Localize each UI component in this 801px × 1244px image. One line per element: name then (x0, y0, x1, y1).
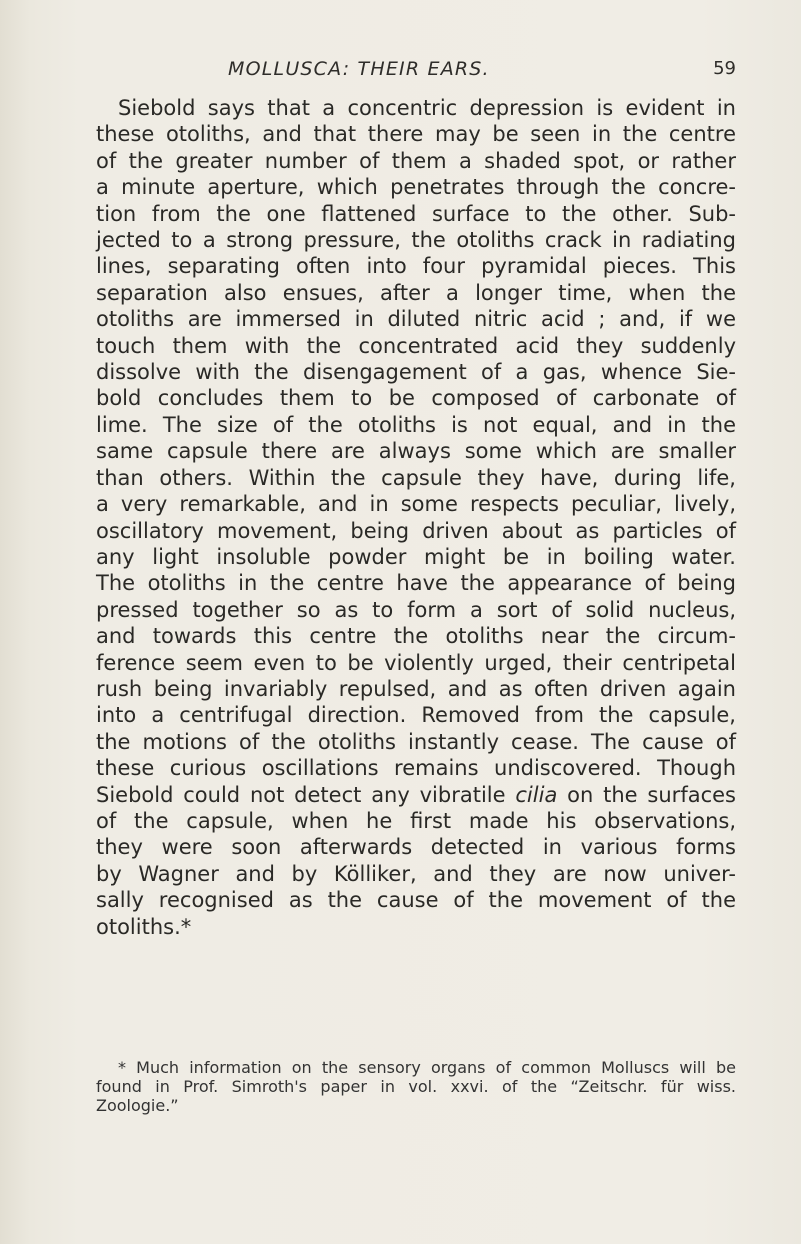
text-line: sally recognised as the cause of the movement of the (96, 888, 736, 913)
footnote-line: Zoologie.” (96, 1096, 179, 1115)
footnote (96, 1058, 736, 1115)
page-number: 59 (713, 58, 736, 79)
text-line: a very remarkable, and in some respects peculiar, lively, (96, 492, 736, 517)
text-line: The otoliths in the centre have the appearance of being (96, 571, 736, 596)
text-line: any light insoluble powder might be in boiling water. (96, 544, 736, 569)
italic-term: cilia (515, 782, 558, 807)
footnote-line: found in Prof. Simroth's paper in vol. xxvi. of the “Zeitschr. für wiss. (96, 1077, 736, 1096)
text-line: these curious oscillations remains undiscovered. Though (96, 756, 736, 781)
text-line: otoliths.* (96, 914, 192, 939)
text-line: than others. Within the capsule they have, during life, (96, 465, 736, 490)
text-line: rush being invariably repulsed, and as often driven again (96, 676, 736, 701)
text-line: touch them with the concentrated acid they suddenly (96, 333, 736, 358)
text-line: separation also ensues, after a longer time, when the (96, 280, 736, 305)
body-paragraph (96, 95, 736, 940)
text-line: the motions of the otoliths instantly cease. The cause of (96, 729, 736, 754)
running-title: MOLLUSCA: THEIR EARS. (228, 58, 490, 80)
text-line: by Wagner and by Kölliker, and they are now univer- (96, 861, 736, 886)
text-line: of the greater number of them a shaded spot, or rather (96, 148, 736, 173)
text-line: lime. The size of the otoliths is not equal, and in the (96, 412, 736, 437)
text-line: of the capsule, when he first made his observations, (96, 808, 736, 833)
text-line: jected to a strong pressure, the otoliths crack in radiating (96, 228, 736, 253)
text-line: pressed together so as to form a sort of solid nucleus, (96, 597, 736, 622)
page-header (96, 58, 736, 82)
text-line: dissolve with the disengagement of a gas, whence Sie- (96, 360, 736, 385)
text-line: these otoliths, and that there may be seen in the centre (96, 122, 736, 147)
text-line: same capsule there are always some which are smaller (96, 439, 736, 464)
text-line: a minute aperture, which penetrates through the concre- (96, 175, 736, 200)
text-line: oscillatory movement, being driven about as particles of (96, 518, 736, 543)
text-segment: Siebold could not detect any vibratile (96, 782, 506, 807)
text-segment: on the surfaces (567, 782, 736, 807)
text-line: tion from the one flattened surface to the other. Sub- (96, 201, 736, 226)
text-line: Siebold says that a concentric depression is evident in (118, 96, 736, 120)
text-line: ference seem even to be violently urged, their centripetal (96, 650, 736, 675)
text-line: bold concludes them to be composed of carbonate of (96, 386, 736, 411)
text-line: and towards this centre the otoliths near the circum- (96, 624, 736, 649)
text-line-with-italic (96, 782, 736, 808)
text-line: into a centrifugal direction. Removed from the capsule, (96, 703, 736, 728)
text-line: lines, separating often into four pyramidal pieces. This (96, 254, 736, 279)
text-line: they were soon afterwards detected in various forms (96, 835, 736, 860)
footnote-line: * Much information on the sensory organs of common Molluscs will be (118, 1058, 736, 1077)
text-line: otoliths are immersed in diluted nitric acid ; and, if we (96, 307, 736, 332)
